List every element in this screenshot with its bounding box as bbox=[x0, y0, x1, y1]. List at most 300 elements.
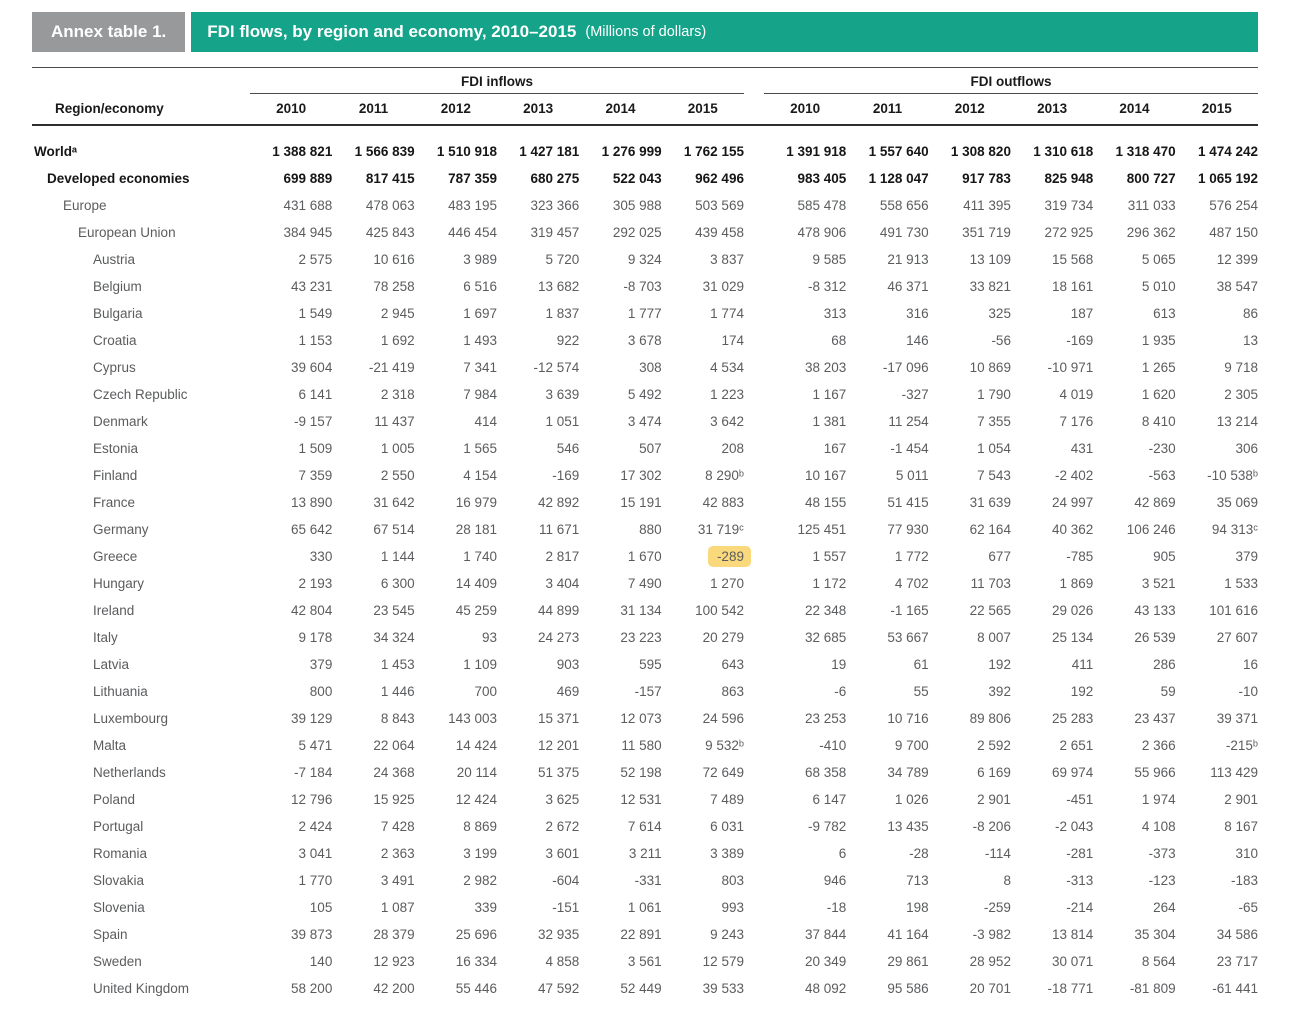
cell-outflows-2010: 23 253 bbox=[805, 711, 847, 726]
table-row bbox=[32, 354, 1258, 381]
cell-outflows-2011: 491 730 bbox=[879, 225, 929, 240]
cell-inflows-2011: 42 200 bbox=[373, 981, 415, 996]
cell-outflows-2014: 35 304 bbox=[1134, 927, 1176, 942]
cell-inflows-2013: 4 858 bbox=[545, 954, 580, 969]
cell-inflows-2012: 1 510 918 bbox=[436, 144, 497, 159]
cell-outflows-2010: -18 bbox=[826, 900, 847, 915]
cell-outflows-2012: 20 701 bbox=[969, 981, 1011, 996]
cell-outflows-2013: 25 134 bbox=[1051, 630, 1094, 645]
cell-outflows-2011: 1 772 bbox=[894, 549, 929, 564]
cell-outflows-2014: 905 bbox=[1153, 549, 1176, 564]
cell-inflows-2011: 2 363 bbox=[380, 846, 415, 861]
cell-inflows-2015: 24 596 bbox=[702, 711, 744, 726]
cell-inflows-2011: 15 925 bbox=[373, 792, 415, 807]
cell-inflows-2012: 414 bbox=[474, 414, 497, 429]
cell-outflows-2013: 7 176 bbox=[1059, 414, 1094, 429]
cell-outflows-2013: 18 161 bbox=[1051, 279, 1094, 294]
row-label: Luxembourg bbox=[93, 711, 169, 726]
cell-inflows-2012: 55 446 bbox=[455, 981, 497, 996]
cell-inflows-2013: 3 601 bbox=[545, 846, 580, 861]
column-gap bbox=[744, 435, 764, 462]
cell-outflows-2012: 1 790 bbox=[977, 387, 1011, 402]
cell-inflows-2015: 863 bbox=[721, 684, 744, 699]
cell-outflows-2012: 1 308 820 bbox=[950, 144, 1011, 159]
cell-outflows-2010: 478 906 bbox=[797, 225, 847, 240]
row-label: Belgium bbox=[93, 279, 142, 294]
year-gap-cell bbox=[744, 94, 764, 126]
row-label: Portugal bbox=[93, 819, 144, 834]
cell-outflows-2012: 10 869 bbox=[969, 360, 1011, 375]
cell-outflows-2013: -169 bbox=[1066, 333, 1094, 348]
cell-outflows-2013: 2 651 bbox=[1059, 738, 1094, 753]
column-gap bbox=[744, 624, 764, 651]
cell-outflows-2015: -61 441 bbox=[1212, 981, 1258, 996]
cell-outflows-2013: 1 869 bbox=[1059, 576, 1094, 591]
cell-outflows-2015: 487 150 bbox=[1209, 225, 1258, 240]
cell-outflows-2010: 1 167 bbox=[812, 387, 847, 402]
fdi-flows-table bbox=[32, 67, 1258, 1002]
cell-outflows-2010: 22 348 bbox=[805, 603, 847, 618]
outflows-year-2010: 2010 bbox=[764, 94, 846, 126]
group-header-inflows: FDI inflows bbox=[250, 68, 744, 94]
cell-inflows-2010: 7 359 bbox=[298, 468, 333, 483]
cell-inflows-2014: 3 474 bbox=[627, 414, 662, 429]
inflows-year-2012: 2012 bbox=[415, 94, 497, 126]
cell-outflows-2011: 198 bbox=[906, 900, 929, 915]
row-label: Italy bbox=[93, 630, 118, 645]
cell-outflows-2015: -183 bbox=[1230, 873, 1258, 888]
table-row bbox=[32, 705, 1258, 732]
column-gap bbox=[744, 921, 764, 948]
cell-outflows-2014: -373 bbox=[1148, 846, 1176, 861]
cell-inflows-2011: 34 324 bbox=[373, 630, 415, 645]
cell-inflows-2010: 42 804 bbox=[291, 603, 333, 618]
cell-outflows-2013: -10 971 bbox=[1047, 360, 1094, 375]
cell-inflows-2010: 379 bbox=[309, 657, 333, 672]
cell-inflows-2012: 3 199 bbox=[463, 846, 497, 861]
group-header-outflows: FDI outflows bbox=[764, 68, 1258, 94]
cell-inflows-2010: 13 890 bbox=[291, 495, 333, 510]
cell-outflows-2011: 10 716 bbox=[887, 711, 929, 726]
cell-inflows-2011: 817 415 bbox=[365, 171, 415, 186]
cell-inflows-2014: 880 bbox=[639, 522, 662, 537]
column-gap bbox=[744, 948, 764, 975]
cell-inflows-2013: 11 671 bbox=[539, 522, 580, 537]
cell-inflows-2012: 483 195 bbox=[448, 198, 497, 213]
cell-inflows-2015: 1 223 bbox=[710, 387, 744, 402]
cell-outflows-2010: 1 381 bbox=[812, 414, 847, 429]
cell-outflows-2010: 1 172 bbox=[812, 576, 847, 591]
row-label: Europe bbox=[63, 198, 107, 213]
cell-inflows-2014: 1 276 999 bbox=[601, 144, 662, 159]
cell-outflows-2013: -18 771 bbox=[1047, 981, 1094, 996]
column-gap bbox=[744, 813, 764, 840]
row-label: Hungary bbox=[93, 576, 145, 591]
cell-inflows-2015: 3 837 bbox=[710, 252, 744, 267]
table-header bbox=[32, 68, 1258, 126]
cell-inflows-2015: 803 bbox=[721, 873, 744, 888]
cell-outflows-2014: 264 bbox=[1153, 900, 1176, 915]
column-gap bbox=[744, 327, 764, 354]
cell-inflows-2014: 3 678 bbox=[627, 333, 662, 348]
cell-inflows-2010: 5 471 bbox=[298, 738, 333, 753]
cell-inflows-2011: 1 144 bbox=[380, 549, 415, 564]
cell-inflows-2011: 2 550 bbox=[380, 468, 415, 483]
cell-inflows-2010: 9 178 bbox=[298, 630, 333, 645]
cell-outflows-2010: 10 167 bbox=[805, 468, 847, 483]
column-gap bbox=[744, 975, 764, 1002]
cell-inflows-2011: 2 318 bbox=[380, 387, 415, 402]
cell-outflows-2013: 24 997 bbox=[1051, 495, 1094, 510]
cell-inflows-2015: 42 883 bbox=[702, 495, 744, 510]
row-label: Worldᵃ bbox=[34, 144, 78, 159]
cell-inflows-2011: 10 616 bbox=[373, 252, 415, 267]
cell-inflows-2015: 503 569 bbox=[695, 198, 744, 213]
cell-outflows-2015: 1 065 192 bbox=[1197, 171, 1258, 186]
table-row bbox=[32, 759, 1258, 786]
row-label: Netherlands bbox=[93, 765, 166, 780]
table-row bbox=[32, 624, 1258, 651]
table-row bbox=[32, 975, 1258, 1002]
cell-outflows-2014: 296 362 bbox=[1126, 225, 1176, 240]
cell-inflows-2014: 12 531 bbox=[620, 792, 662, 807]
table-row bbox=[32, 165, 1258, 192]
column-gap bbox=[744, 516, 764, 543]
cell-inflows-2014: 292 025 bbox=[612, 225, 662, 240]
table-body bbox=[32, 125, 1258, 1002]
cell-outflows-2015: 16 bbox=[1242, 657, 1258, 672]
table-row bbox=[32, 408, 1258, 435]
cell-inflows-2012: 446 454 bbox=[448, 225, 497, 240]
cell-inflows-2011: 1 005 bbox=[380, 441, 415, 456]
cell-inflows-2013: 469 bbox=[556, 684, 580, 699]
cell-inflows-2012: 45 259 bbox=[455, 603, 497, 618]
column-gap bbox=[744, 246, 764, 273]
outflows-year-2014: 2014 bbox=[1093, 94, 1175, 126]
cell-inflows-2012: 1 493 bbox=[463, 333, 497, 348]
row-label: United Kingdom bbox=[93, 981, 190, 996]
cell-inflows-2010: 39 873 bbox=[291, 927, 333, 942]
cell-outflows-2015: 38 547 bbox=[1216, 279, 1258, 294]
cell-inflows-2010: 800 bbox=[309, 684, 333, 699]
cell-outflows-2011: -327 bbox=[901, 387, 929, 402]
cell-outflows-2010: 6 147 bbox=[812, 792, 847, 807]
column-gap bbox=[744, 354, 764, 381]
cell-inflows-2013: 2 672 bbox=[545, 819, 580, 834]
cell-inflows-2011: 1 446 bbox=[380, 684, 415, 699]
cell-outflows-2010: 585 478 bbox=[797, 198, 847, 213]
column-gap bbox=[744, 597, 764, 624]
cell-outflows-2014: 1 974 bbox=[1141, 792, 1176, 807]
cell-inflows-2013: 12 201 bbox=[538, 738, 580, 753]
year-header-row bbox=[32, 94, 1258, 126]
cell-inflows-2012: 16 334 bbox=[455, 954, 497, 969]
row-label: Cyprus bbox=[93, 360, 136, 375]
cell-outflows-2015: 13 bbox=[1242, 333, 1258, 348]
group-gap-cell bbox=[744, 68, 764, 94]
cell-inflows-2015: 7 489 bbox=[710, 792, 744, 807]
cell-outflows-2015: 310 bbox=[1235, 846, 1258, 861]
cell-outflows-2010: 946 bbox=[823, 873, 847, 888]
cell-inflows-2010: -9 157 bbox=[294, 414, 333, 429]
cell-outflows-2013: -451 bbox=[1066, 792, 1094, 807]
cell-outflows-2011: 1 128 047 bbox=[868, 171, 929, 186]
cell-outflows-2014: 1 318 470 bbox=[1115, 144, 1176, 159]
cell-inflows-2015: 1 762 155 bbox=[683, 144, 744, 159]
cell-outflows-2012: 11 703 bbox=[970, 576, 1011, 591]
cell-inflows-2012: 700 bbox=[474, 684, 497, 699]
cell-inflows-2014: 308 bbox=[639, 360, 662, 375]
cell-outflows-2014: 4 108 bbox=[1141, 819, 1176, 834]
cell-inflows-2014: 507 bbox=[639, 441, 662, 456]
row-label: European Union bbox=[78, 225, 176, 240]
cell-outflows-2010: 1 391 918 bbox=[786, 144, 847, 159]
column-gap bbox=[744, 732, 764, 759]
cell-inflows-2014: 52 198 bbox=[620, 765, 662, 780]
cell-outflows-2015: 13 214 bbox=[1216, 414, 1258, 429]
cell-inflows-2015: 993 bbox=[721, 900, 744, 915]
cell-outflows-2012: 7 355 bbox=[977, 414, 1011, 429]
cell-outflows-2013: -313 bbox=[1066, 873, 1094, 888]
cell-outflows-2012: 8 bbox=[1003, 873, 1011, 888]
cell-inflows-2012: 1 109 bbox=[463, 657, 497, 672]
cell-outflows-2013: 431 bbox=[1070, 441, 1094, 456]
cell-inflows-2010: 43 231 bbox=[291, 279, 333, 294]
column-gap bbox=[744, 759, 764, 786]
cell-outflows-2015: 23 717 bbox=[1216, 954, 1258, 969]
cell-inflows-2011: 78 258 bbox=[373, 279, 415, 294]
cell-outflows-2014: 613 bbox=[1153, 306, 1176, 321]
cell-inflows-2015: 100 542 bbox=[695, 603, 744, 618]
column-gap bbox=[744, 165, 764, 192]
cell-outflows-2010: 6 bbox=[838, 846, 847, 861]
cell-outflows-2012: 22 565 bbox=[969, 603, 1011, 618]
cell-inflows-2012: 25 696 bbox=[455, 927, 497, 942]
cell-outflows-2014: -230 bbox=[1148, 441, 1176, 456]
cell-inflows-2014: 23 223 bbox=[620, 630, 662, 645]
row-label: Bulgaria bbox=[93, 306, 143, 321]
cell-outflows-2011: 1 026 bbox=[894, 792, 929, 807]
cell-inflows-2011: 1 453 bbox=[380, 657, 415, 672]
cell-outflows-2015: 576 254 bbox=[1209, 198, 1258, 213]
cell-inflows-2012: 12 424 bbox=[455, 792, 497, 807]
cell-outflows-2011: 51 415 bbox=[887, 495, 929, 510]
column-gap bbox=[744, 462, 764, 489]
highlighted-value: -289 bbox=[708, 546, 751, 567]
cell-inflows-2013: 1 837 bbox=[545, 306, 580, 321]
cell-outflows-2013: 411 bbox=[1071, 657, 1094, 672]
cell-inflows-2014: 7 614 bbox=[627, 819, 662, 834]
cell-outflows-2011: -17 096 bbox=[882, 360, 929, 375]
cell-outflows-2013: 29 026 bbox=[1051, 603, 1094, 618]
cell-inflows-2013: 546 bbox=[556, 441, 580, 456]
cell-inflows-2010: 105 bbox=[309, 900, 333, 915]
cell-outflows-2014: 8 564 bbox=[1141, 954, 1176, 969]
cell-outflows-2011: 55 bbox=[913, 684, 929, 699]
cell-inflows-2010: 699 889 bbox=[283, 171, 333, 186]
cell-inflows-2015: 1 270 bbox=[710, 576, 744, 591]
outflows-year-2013: 2013 bbox=[1011, 94, 1093, 126]
table-row bbox=[32, 948, 1258, 975]
cell-inflows-2013: 13 682 bbox=[538, 279, 580, 294]
cell-inflows-2011: 67 514 bbox=[373, 522, 415, 537]
inflows-year-2010: 2010 bbox=[250, 94, 332, 126]
cell-inflows-2015: 3 389 bbox=[710, 846, 744, 861]
cell-inflows-2012: 787 359 bbox=[448, 171, 497, 186]
cell-inflows-2014: 5 492 bbox=[627, 387, 662, 402]
cell-inflows-2013: 903 bbox=[556, 657, 580, 672]
cell-inflows-2015: 962 496 bbox=[695, 171, 744, 186]
cell-outflows-2012: 325 bbox=[988, 306, 1011, 321]
cell-inflows-2013: 3 639 bbox=[545, 387, 580, 402]
cell-inflows-2015: 643 bbox=[721, 657, 744, 672]
cell-inflows-2013: 32 935 bbox=[538, 927, 580, 942]
cell-outflows-2014: 59 bbox=[1160, 684, 1176, 699]
table-row bbox=[32, 921, 1258, 948]
cell-outflows-2011: 9 700 bbox=[894, 738, 929, 753]
cell-inflows-2011: 12 923 bbox=[373, 954, 415, 969]
cell-inflows-2012: 20 114 bbox=[456, 765, 497, 780]
cell-outflows-2011: 77 930 bbox=[887, 522, 929, 537]
cell-inflows-2015: 31 029 bbox=[702, 279, 744, 294]
table-row bbox=[32, 219, 1258, 246]
table-row bbox=[32, 435, 1258, 462]
cell-inflows-2013: 47 592 bbox=[538, 981, 580, 996]
row-label: Ireland bbox=[93, 603, 135, 618]
cell-inflows-2015: 3 642 bbox=[710, 414, 744, 429]
cell-inflows-2011: 7 428 bbox=[380, 819, 415, 834]
cell-outflows-2015: 306 bbox=[1235, 441, 1258, 456]
column-gap bbox=[744, 840, 764, 867]
table-row bbox=[32, 125, 1258, 165]
column-gap bbox=[744, 867, 764, 894]
inflows-year-2015: 2015 bbox=[662, 94, 744, 126]
cell-outflows-2015: 9 718 bbox=[1224, 360, 1258, 375]
cell-inflows-2012: 4 154 bbox=[463, 468, 497, 483]
cell-inflows-2014: 3 211 bbox=[628, 846, 662, 861]
column-gap bbox=[744, 651, 764, 678]
cell-outflows-2013: 30 071 bbox=[1051, 954, 1094, 969]
cell-outflows-2014: 8 410 bbox=[1141, 414, 1176, 429]
cell-outflows-2014: 1 265 bbox=[1141, 360, 1176, 375]
cell-inflows-2012: 8 869 bbox=[463, 819, 497, 834]
cell-inflows-2011: 2 945 bbox=[380, 306, 415, 321]
cell-inflows-2012: 3 989 bbox=[463, 252, 497, 267]
cell-inflows-2010: 1 153 bbox=[298, 333, 333, 348]
column-gap bbox=[744, 489, 764, 516]
cell-inflows-2015: 6 031 bbox=[710, 819, 744, 834]
cell-outflows-2012: 6 169 bbox=[977, 765, 1011, 780]
cell-outflows-2014: 5 065 bbox=[1141, 252, 1176, 267]
cell-outflows-2013: 40 362 bbox=[1051, 522, 1094, 537]
cell-inflows-2013: 15 371 bbox=[538, 711, 580, 726]
cell-inflows-2014: 7 490 bbox=[627, 576, 662, 591]
cell-inflows-2013: 319 457 bbox=[530, 225, 580, 240]
cell-outflows-2010: -6 bbox=[834, 684, 847, 699]
cell-outflows-2014: 55 966 bbox=[1134, 765, 1176, 780]
column-gap bbox=[744, 219, 764, 246]
cell-outflows-2013: 4 019 bbox=[1059, 387, 1094, 402]
cell-outflows-2014: 311 033 bbox=[1127, 198, 1176, 213]
table-row bbox=[32, 327, 1258, 354]
row-label: Lithuania bbox=[93, 684, 148, 699]
table-row bbox=[32, 516, 1258, 543]
inflows-year-2014: 2014 bbox=[579, 94, 661, 126]
cell-outflows-2010: 20 349 bbox=[805, 954, 847, 969]
cell-inflows-2015: 9 243 bbox=[710, 927, 744, 942]
cell-outflows-2012: 2 592 bbox=[977, 738, 1011, 753]
row-label: Latvia bbox=[93, 657, 130, 672]
cell-inflows-2012: 1 740 bbox=[463, 549, 497, 564]
cell-outflows-2013: 187 bbox=[1070, 306, 1094, 321]
cell-outflows-2014: 23 437 bbox=[1134, 711, 1176, 726]
cell-inflows-2011: 478 063 bbox=[365, 198, 415, 213]
cell-outflows-2013: 192 bbox=[1070, 684, 1094, 699]
cell-outflows-2015: 379 bbox=[1235, 549, 1258, 564]
column-gap bbox=[744, 894, 764, 921]
cell-inflows-2014: 522 043 bbox=[612, 171, 662, 186]
cell-inflows-2010: 39 129 bbox=[291, 711, 333, 726]
column-gap bbox=[744, 125, 764, 165]
cell-inflows-2013: 922 bbox=[556, 333, 580, 348]
cell-outflows-2012: 89 806 bbox=[969, 711, 1011, 726]
cell-inflows-2015: 12 579 bbox=[702, 954, 744, 969]
row-label: Poland bbox=[93, 792, 136, 807]
cell-inflows-2013: -151 bbox=[552, 900, 580, 915]
cell-inflows-2014: 1 670 bbox=[627, 549, 662, 564]
cell-outflows-2012: 62 164 bbox=[969, 522, 1011, 537]
row-label: Romania bbox=[93, 846, 148, 861]
cell-outflows-2015: 86 bbox=[1242, 306, 1258, 321]
cell-outflows-2015: -65 bbox=[1238, 900, 1258, 915]
table-title-bar bbox=[191, 12, 1258, 52]
cell-outflows-2013: 272 925 bbox=[1044, 225, 1094, 240]
cell-inflows-2012: 16 979 bbox=[455, 495, 497, 510]
cell-outflows-2011: 21 913 bbox=[887, 252, 929, 267]
cell-outflows-2012: 33 821 bbox=[969, 279, 1011, 294]
row-label: Sweden bbox=[93, 954, 142, 969]
cell-outflows-2012: 677 bbox=[988, 549, 1011, 564]
cell-inflows-2011: 31 642 bbox=[373, 495, 415, 510]
cell-outflows-2015: 34 586 bbox=[1216, 927, 1258, 942]
cell-outflows-2014: 1 620 bbox=[1141, 387, 1176, 402]
cell-inflows-2014: 1 777 bbox=[627, 306, 662, 321]
cell-outflows-2010: 983 405 bbox=[797, 171, 847, 186]
row-label: Germany bbox=[93, 522, 149, 537]
cell-inflows-2013: 1 051 bbox=[545, 414, 580, 429]
table-row bbox=[32, 570, 1258, 597]
cell-outflows-2015: 113 429 bbox=[1210, 765, 1258, 780]
cell-inflows-2012: 1 565 bbox=[463, 441, 497, 456]
cell-inflows-2010: 3 041 bbox=[298, 846, 333, 861]
cell-inflows-2014: 3 561 bbox=[627, 954, 662, 969]
cell-outflows-2012: 7 543 bbox=[977, 468, 1011, 483]
cell-outflows-2010: 38 203 bbox=[805, 360, 847, 375]
cell-inflows-2010: 2 424 bbox=[298, 819, 333, 834]
cell-inflows-2015: 208 bbox=[721, 441, 744, 456]
cell-outflows-2015: -10 538ᵇ bbox=[1207, 468, 1258, 483]
cell-outflows-2015: -10 bbox=[1238, 684, 1258, 699]
cell-inflows-2012: 6 516 bbox=[463, 279, 497, 294]
table-banner bbox=[32, 12, 1258, 52]
cell-outflows-2011: 53 667 bbox=[887, 630, 929, 645]
table-row bbox=[32, 894, 1258, 921]
cell-outflows-2012: 917 783 bbox=[962, 171, 1011, 186]
cell-outflows-2012: -3 982 bbox=[972, 927, 1011, 942]
column-gap bbox=[744, 705, 764, 732]
cell-inflows-2015: 9 532ᵇ bbox=[705, 738, 744, 753]
cell-inflows-2011: 3 491 bbox=[380, 873, 415, 888]
